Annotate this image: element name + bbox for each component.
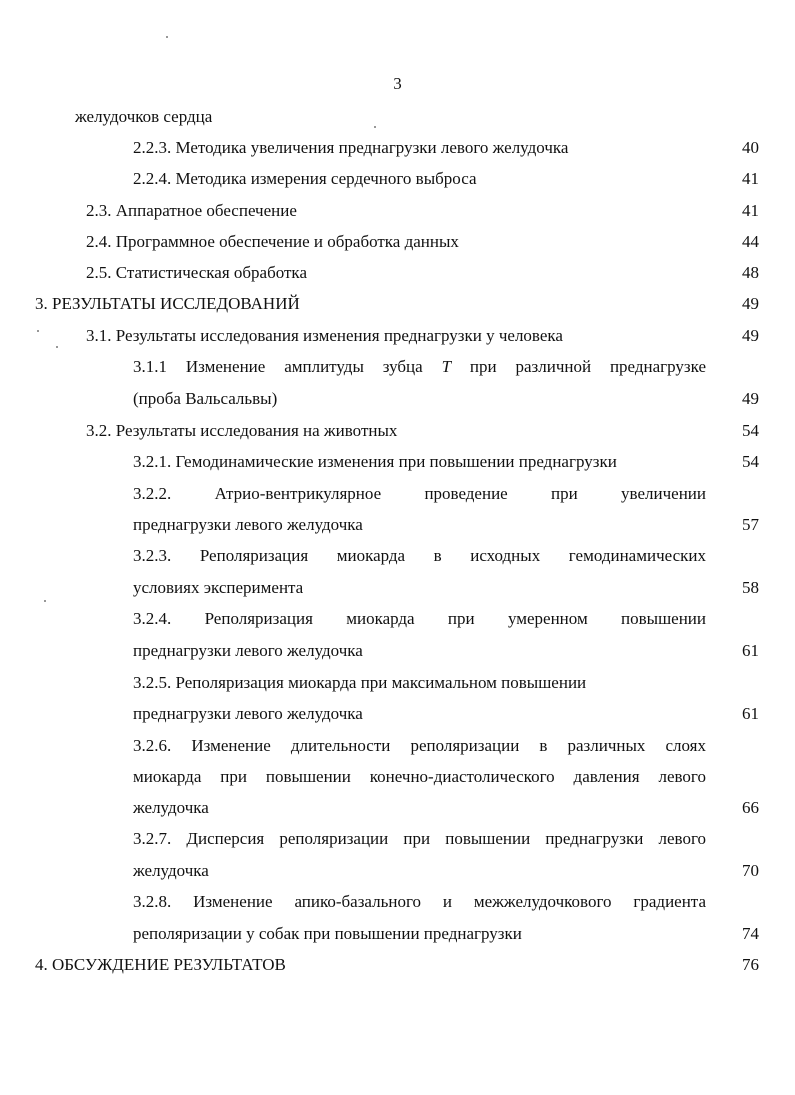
scan-speck <box>374 126 376 128</box>
toc-entry-2-2-4: 2.2.4. Методика измерения сердечного выброса <box>133 169 477 188</box>
toc-entry-3-2-3: 3.2.3. Реполяризация миокарда в исходных гемодинамических <box>133 546 706 565</box>
toc-page-3-2-7: 70 <box>742 861 759 880</box>
toc-entry-3-1: 3.1. Результаты исследования изменения преднагрузки у человека <box>86 326 563 345</box>
toc-entry-3-2-8-cont: реполяризации у собак при повышении преднагрузки <box>133 924 522 943</box>
toc-entry-3-2-6-cont2: желудочка <box>133 798 209 817</box>
scan-speck <box>37 330 39 332</box>
toc-page-2-2-3: 40 <box>742 138 759 157</box>
toc-entry-3-2-2-cont: преднагрузки левого желудочка <box>133 515 363 534</box>
toc-entry-heart-ventricles-cont: желудочков сердца <box>75 107 213 126</box>
toc-entry-3-2-5-cont: преднагрузки левого желудочка <box>133 704 363 723</box>
toc-entry-3-2-7: 3.2.7. Дисперсия реполяризации при повышении преднагрузки левого <box>133 829 706 848</box>
toc-page-3-2-6: 66 <box>742 798 759 817</box>
toc-page-2-5: 48 <box>742 263 759 282</box>
toc-entry-3-2-3-cont: условиях эксперимента <box>133 578 304 597</box>
toc-page-3-2-1: 54 <box>742 452 759 471</box>
toc-page-2-4: 44 <box>742 232 759 251</box>
toc-text: при различной преднагрузке <box>469 357 706 376</box>
toc-page-3-2-3: 58 <box>742 578 759 597</box>
toc-entry-3-2-7-cont: желудочка <box>133 861 209 880</box>
toc-entry-2-5: 2.5. Статистическая обработка <box>86 263 307 282</box>
toc-entry-2-2-3: 2.2.3. Методика увеличения преднагрузки левого желудочка <box>133 138 569 157</box>
toc-entry-2-4: 2.4. Программное обеспечение и обработка данных <box>86 232 459 251</box>
toc-entry-3: 3. РЕЗУЛЬТАТЫ ИССЛЕДОВАНИЙ <box>35 294 300 313</box>
toc-entry-2-3: 2.3. Аппаратное обеспечение <box>86 201 297 220</box>
toc-page-3-2-5: 61 <box>742 704 759 723</box>
toc-page-3-2-2: 57 <box>742 515 759 534</box>
toc-page-2-2-4: 41 <box>742 169 759 188</box>
toc-entry-3-2-1: 3.2.1. Гемодинамические изменения при повышении преднагрузки <box>133 452 617 471</box>
toc-page-3: 49 <box>742 294 759 313</box>
toc-entry-3-2-8: 3.2.8. Изменение апико-базального и межжелудочкового градиента <box>133 892 706 911</box>
toc-entry-3-2-5: 3.2.5. Реполяризация миокарда при максимальном повышении <box>133 673 587 692</box>
scan-speck <box>56 346 58 348</box>
toc-page-4: 76 <box>742 955 759 974</box>
toc-entry-4: 4. ОБСУЖДЕНИЕ РЕЗУЛЬТАТОВ <box>35 955 286 974</box>
toc-page-2-3: 41 <box>742 201 759 220</box>
toc-italic-t: T <box>441 357 452 376</box>
toc-entry-3-1-1 <box>133 356 706 378</box>
toc-entry-3-2-4: 3.2.4. Реполяризация миокарда при умеренном повышении <box>133 609 706 628</box>
scan-speck <box>44 600 46 602</box>
toc-entry-3-2: 3.2. Результаты исследования на животных <box>86 421 398 440</box>
toc-entry-3-1-1-cont: (проба Вальсальвы) <box>133 389 278 408</box>
toc-entry-3-2-4-cont: преднагрузки левого желудочка <box>133 641 363 660</box>
toc-page-3-1: 49 <box>742 326 759 345</box>
toc-page-3-2-4: 61 <box>742 641 759 660</box>
toc-page-3-1-1: 49 <box>742 389 759 408</box>
scan-speck <box>166 36 168 38</box>
toc-entry-3-2-6-cont: миокарда при повышении конечно-диастолического давления левого <box>133 767 706 786</box>
toc-page-3-2-8: 74 <box>742 924 759 943</box>
toc-entry-3-2-6: 3.2.6. Изменение длительности реполяризации в различных слоях <box>133 736 706 755</box>
page-number: 3 <box>393 74 402 93</box>
toc-page-3-2: 54 <box>742 421 759 440</box>
toc-entry-3-2-2: 3.2.2. Атрио-вентрикулярное проведение при увеличении <box>133 484 706 503</box>
toc-text: 3.1.1 Изменение амплитуды зубца <box>133 357 423 376</box>
